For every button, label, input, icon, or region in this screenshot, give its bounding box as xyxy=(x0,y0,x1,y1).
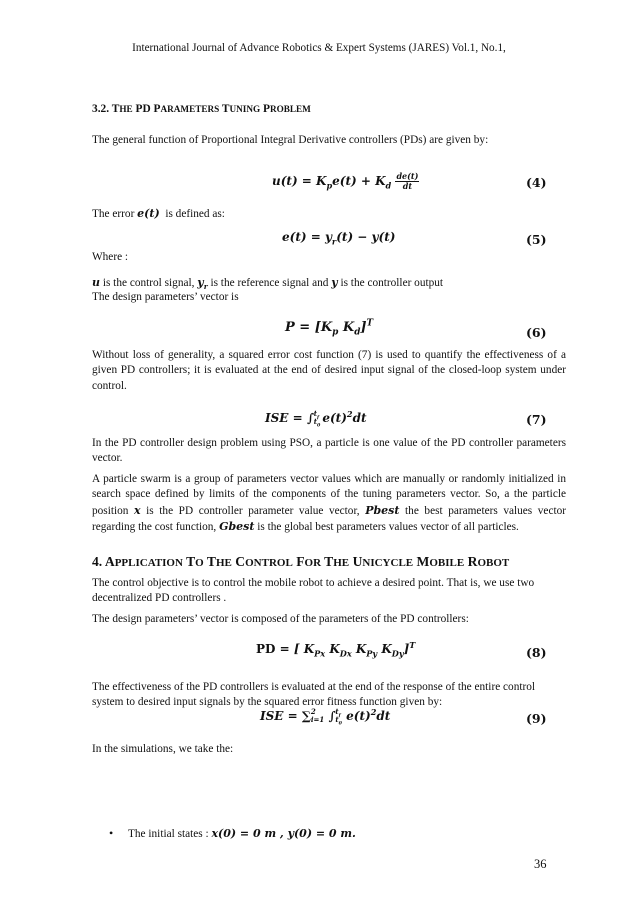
equation-number-7: (7) xyxy=(526,412,547,427)
bullet-initial-states: The initial states : x(0) = 0 m , y(0) = 0 m. xyxy=(128,827,356,840)
title-word: PD xyxy=(135,103,151,115)
page-number: 36 xyxy=(534,857,547,871)
paragraph-simulations: In the simulations, we take the: xyxy=(92,743,234,755)
title-word: THE xyxy=(206,554,232,569)
title-word: UNICYCLE xyxy=(352,554,414,569)
title-word: MOBILE xyxy=(416,554,465,569)
section-title xyxy=(112,103,311,115)
equation-number-9: (9) xyxy=(526,711,547,726)
title-word: PROBLEM xyxy=(263,103,311,115)
where-label: Where : xyxy=(92,251,129,263)
section-number: 3.2. xyxy=(92,103,110,115)
paragraph-pso-particle: In the PD controller design problem using PSO, a particle is one value of the PD controller parameters vector. xyxy=(92,437,566,465)
section-heading-4 xyxy=(92,554,582,571)
equation-number-5: (5) xyxy=(526,232,547,247)
bullet-icon: • xyxy=(109,826,114,840)
equation-4: $u(t) = K_pe(t) + K_d$ $\frac{de(t)}{dt}$ xyxy=(272,171,419,191)
title-word: TUNING xyxy=(221,103,261,115)
title-word: APPLICATION xyxy=(104,554,183,569)
paragraph-cost-function: Without loss of generality, a squared error cost function (7) is used to quantify the effectiveness of a given PD controllers; it is evaluated at the end of desired input signal of the closed-loop system under control. xyxy=(92,349,566,392)
equation-7: ISE = ∫ $t_f$ $t_0$ $e(t)^2dt$ xyxy=(265,408,367,429)
paragraph-effectiveness: The effectiveness of the PD controllers is evaluated at the end of the response of the entire control system to desired input signals by the squared error fitness function given by: xyxy=(92,681,536,709)
derivative-fraction: $\frac{de(t)}{dt}$ xyxy=(396,171,419,191)
section-number: 4. xyxy=(92,554,103,569)
equation-9: ISE = ∑ 2 i=1 ∫ $t_f$ $t_0$ $e(t)^2dt$ xyxy=(260,706,391,727)
running-header: International Journal of Advance Robotics & Expert Systems (JARES) Vol.1, No.1, xyxy=(132,42,506,54)
paragraph-intro: The general function of Proportional Integral Derivative controllers (PDs) are given by: xyxy=(92,134,489,146)
equation-8: PD = [ $K_{Px}$ $K_{Dx}$ $K_{Py}$ $K_{Dy}]^T$ xyxy=(256,640,416,659)
title-word: ROBOT xyxy=(467,554,510,569)
title-word: TO xyxy=(186,554,204,569)
equation-number-6: (6) xyxy=(526,325,547,340)
paragraph-pd-parameters: The design parameters’ vector is composed of the parameters of the PD controllers: xyxy=(92,613,469,625)
paragraph-design-vector: The design parameters’ vector is xyxy=(92,291,239,303)
equation-6: $P = [K_p$ $K_d]^T$ xyxy=(285,318,374,338)
title-word: THE xyxy=(324,554,350,569)
title-word: PARAMETERS xyxy=(153,103,220,115)
title-word: THE xyxy=(111,103,133,115)
paragraph-signals: u is the control signal, $y_r$ is the reference signal and y is the controller output xyxy=(92,276,444,292)
section-title xyxy=(105,554,509,569)
section-heading-3-2 xyxy=(92,102,566,117)
title-word: FOR xyxy=(296,554,322,569)
paragraph-control-objective: The control objective is to control the mobile robot to achieve a desired point. That is, we use two decentralized PD controllers . xyxy=(92,577,535,605)
paragraph-error: The error e(t) is defined as: xyxy=(92,207,225,220)
equation-number-4: (4) xyxy=(526,175,547,190)
title-word: CONTROL xyxy=(235,554,293,569)
equation-number-8: (8) xyxy=(526,645,547,660)
equation-5: $e(t) = y_r(t) - y(t)$ xyxy=(282,230,396,247)
paragraph-swarm: A particle swarm is a group of parameters vector values which are manually or randomly initialized in search space defined by limits of the components of the tuning parameters vector. So, a the particle position x is the PD controller parameter value vector, Pbest the best parameters values vector regarding the cost function, Gbest is the global best parameters values vector of all particles. xyxy=(92,473,567,534)
